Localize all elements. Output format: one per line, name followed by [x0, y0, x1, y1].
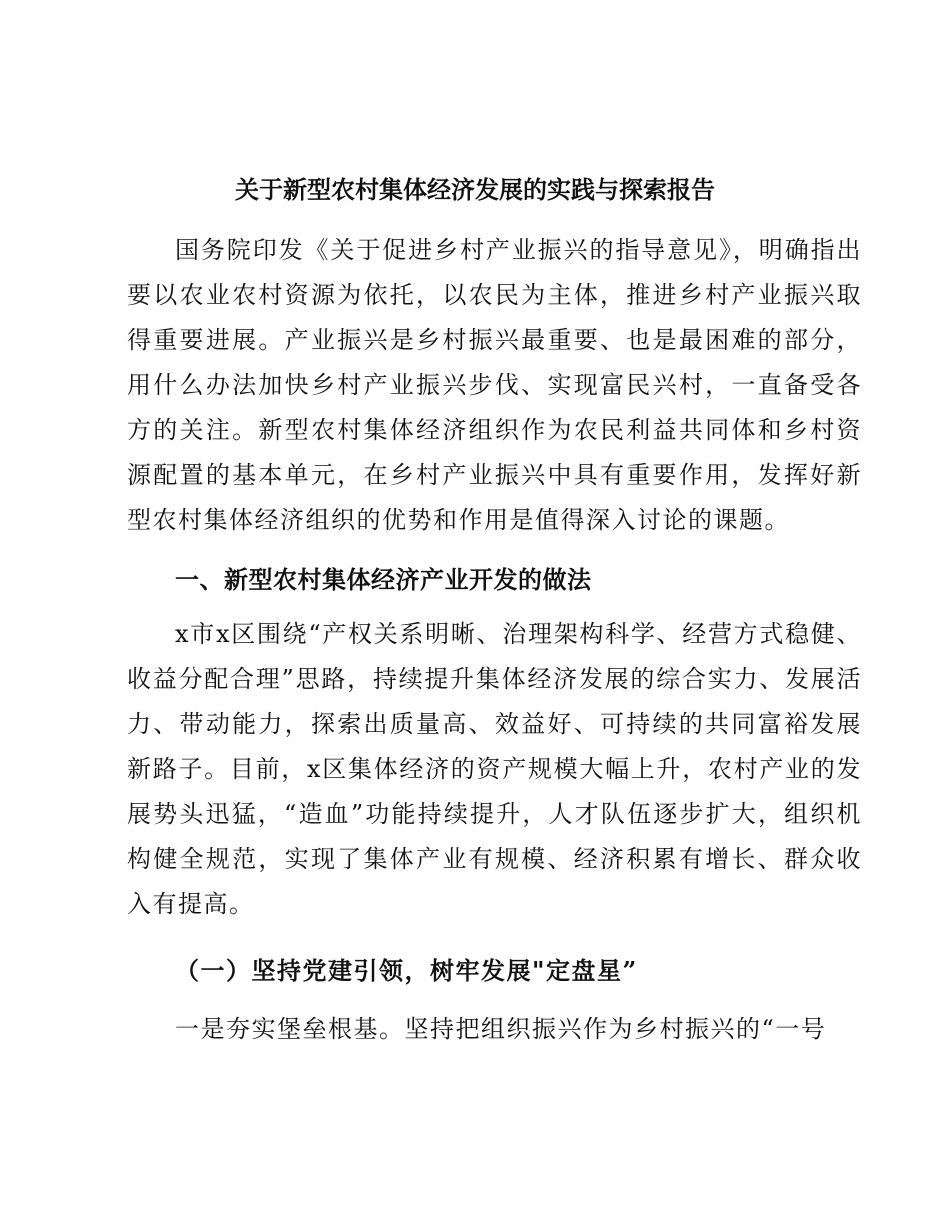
- section-heading: 一、新型农村集体经济产业开发的做法: [175, 566, 592, 594]
- intro-paragraph: 国务院印发《关于促进乡村产业振兴的指导意见》，明确指出要以农业农村资源为依托，以农民为主体，推进乡村产业振兴取得重要进展。产业振兴是乡村振兴最重要、也是最困难的部分，用什么办法加快乡村产业振兴步伐、实现富民兴村，一直备受各方的关注。新型农村集体经济组织作为农民利益共同体和乡村资源配置的基本单元，在乡村产业振兴中具有重要作用，发挥好新型农村集体经济组织的优势和作用是值得深入讨论的课题。: [127, 236, 862, 534]
- subsection-heading: （一）坚持党建引领，树牢发展"定盘星”: [175, 956, 638, 985]
- section-paragraph: x市x区围绕“产权关系明晰、治理架构科学、经营方式稳健、收益分配合理”思路，持续提升集体经济发展的综合实力、发展活力、带动能力，探索出质量高、效益好、可持续的共同富裕发展新路子。目前，x区集体经济的资产规模大幅上升，农村产业的发展势头迅猛，“造血”功能持续提升，人才队伍逐步扩大，组织机构健全规范，实现了集体产业有规模、经济积累有增长、群众收入有提高。: [127, 620, 862, 918]
- subsection-paragraph: 一是夯实堡垒根基。坚持把组织振兴作为乡村振兴的“一号: [175, 1015, 827, 1043]
- document-title: 关于新型农村集体经济发展的实践与探索报告: [235, 175, 715, 204]
